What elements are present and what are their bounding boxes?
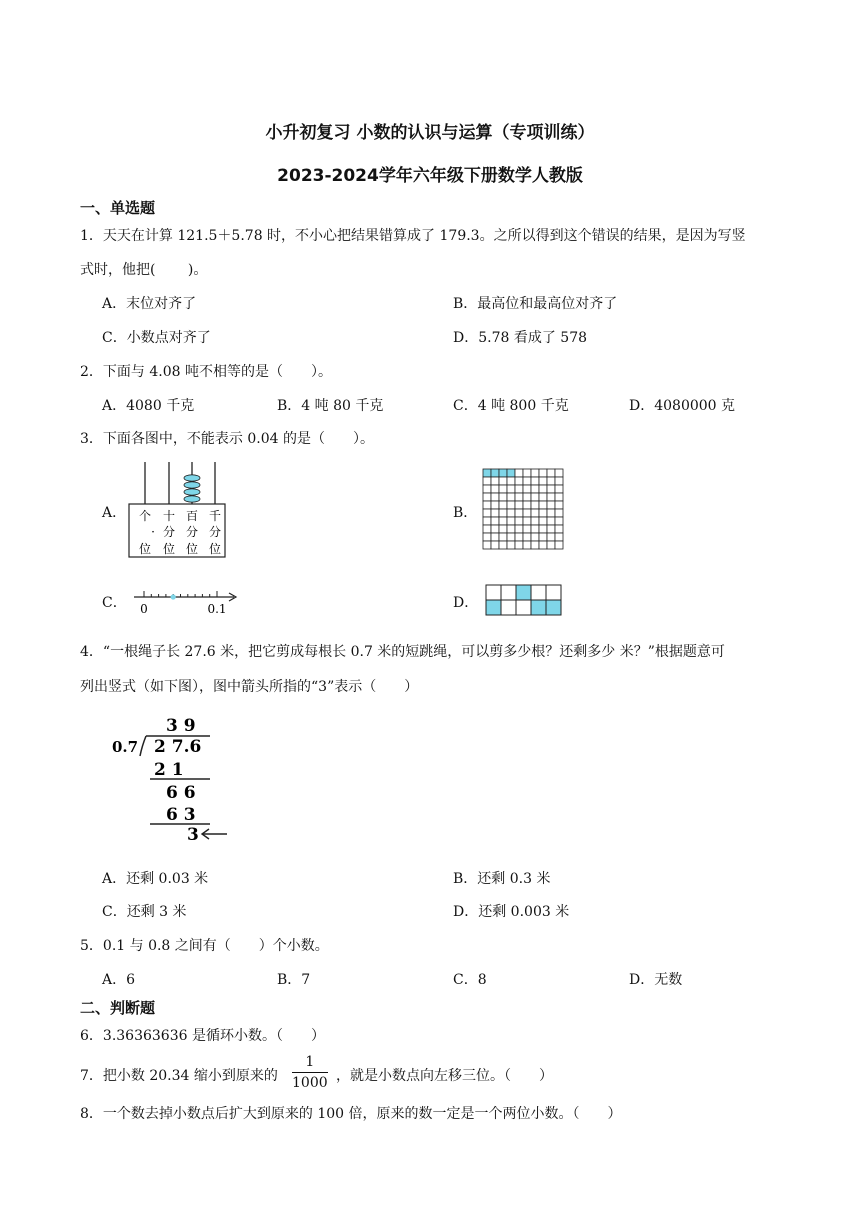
q1-option-b: B．最高位和最高位对齐了 xyxy=(453,296,618,312)
grid-cell xyxy=(491,501,499,509)
strip-cell xyxy=(531,585,546,600)
question-2: 2．下面与 4.08 吨不相等的是（ ）。 xyxy=(80,364,332,380)
number-line-figure xyxy=(130,585,240,617)
grid-cell xyxy=(515,541,523,549)
q5-option-b: B．7 xyxy=(277,972,311,988)
grid-cell xyxy=(499,525,507,533)
grid-cell xyxy=(547,477,555,485)
abacus-label: 分 xyxy=(162,525,176,539)
grid-cell xyxy=(483,509,491,517)
division-dividend: 2 7.6 xyxy=(154,737,202,757)
grid-cell xyxy=(539,525,547,533)
grid-cell xyxy=(499,533,507,541)
abacus-bead xyxy=(184,496,200,502)
grid-cell xyxy=(515,493,523,501)
grid-cell xyxy=(491,485,499,493)
grid-cell xyxy=(523,525,531,533)
grid-cell xyxy=(507,525,515,533)
division-step-3: 6 3 xyxy=(166,805,196,825)
grid-cell xyxy=(507,517,515,525)
grid-cell xyxy=(547,493,555,501)
q5-option-c: C．8 xyxy=(453,972,487,988)
grid-cell xyxy=(507,533,515,541)
question-6: 6．3.36363636 是循环小数。（ ） xyxy=(80,1028,325,1044)
question-7-fraction xyxy=(292,1052,328,1093)
grid-cell xyxy=(483,493,491,501)
grid-cell xyxy=(555,541,563,549)
page-subtitle: 2023-2024学年六年级下册数学人教版 xyxy=(277,166,583,186)
grid-cell xyxy=(531,509,539,517)
q2-option-c: C．4 吨 800 千克 xyxy=(453,398,569,414)
grid-cell xyxy=(491,533,499,541)
abacus-label: 个 xyxy=(138,509,152,523)
section-heading-single-choice: 一、单选题 xyxy=(80,199,156,217)
grid-cell-shaded xyxy=(483,469,491,477)
division-divisor: 0.7 xyxy=(112,738,139,756)
grid-cell xyxy=(547,533,555,541)
grid-cell xyxy=(523,477,531,485)
abacus-label: 分 xyxy=(185,525,199,539)
grid-cell xyxy=(539,493,547,501)
q3-option-a-label: A． xyxy=(102,505,127,521)
abacus-figure xyxy=(126,460,228,560)
q1-option-c: C．小数点对齐了 xyxy=(102,330,211,346)
hundred-grid-figure xyxy=(482,468,564,550)
q4-option-d: D．还剩 0.003 米 xyxy=(453,904,570,920)
number-line-label-zero: 0 xyxy=(140,602,148,616)
grid-cell xyxy=(507,477,515,485)
grid-cell xyxy=(515,525,523,533)
grid-cell xyxy=(547,485,555,493)
q3-option-c-label: C． xyxy=(102,595,127,611)
q1-option-a: A．末位对齐了 xyxy=(102,296,197,312)
grid-cell xyxy=(523,541,531,549)
grid-cell xyxy=(531,469,539,477)
grid-cell xyxy=(515,501,523,509)
grid-cell xyxy=(515,533,523,541)
question-3: 3．下面各图中，不能表示 0.04 的是（ ）。 xyxy=(80,431,374,447)
grid-cell xyxy=(499,477,507,485)
grid-cell xyxy=(539,533,547,541)
abacus-label: 十 xyxy=(162,509,176,523)
grid-cell xyxy=(531,493,539,501)
grid-cell xyxy=(531,477,539,485)
section-heading-true-false: 二、判断题 xyxy=(80,999,156,1017)
strip-cell xyxy=(486,585,501,600)
abacus-label: 分 xyxy=(208,525,222,539)
grid-cell xyxy=(555,509,563,517)
grid-cell-shaded xyxy=(507,469,515,477)
grid-cell xyxy=(539,477,547,485)
division-step-2: 6 6 xyxy=(166,783,196,803)
grid-cell xyxy=(555,517,563,525)
question-4-line1: 4．“一根绳子长 27.6 米，把它剪成每根长 0.7 米的短跳绳，可以剪多少根？还剩多少 米？”根据题意可 xyxy=(80,644,725,660)
grid-cell xyxy=(555,477,563,485)
question-7-after: ，就是小数点向左移三位。（ ） xyxy=(336,1068,553,1084)
question-8: 8．一个数去掉小数点后扩大到原来的 100 倍，原来的数一定是一个两位小数。（ ） xyxy=(80,1106,622,1122)
grid-cell xyxy=(491,477,499,485)
grid-cell xyxy=(555,493,563,501)
q4-option-a: A．还剩 0.03 米 xyxy=(102,871,209,887)
grid-cell xyxy=(515,485,523,493)
grid-cell xyxy=(547,501,555,509)
q2-option-d: D．4080000 克 xyxy=(629,398,736,414)
q5-option-d: D．无数 xyxy=(629,972,683,988)
division-remainder: 3 xyxy=(187,825,199,844)
grid-cell xyxy=(483,525,491,533)
strip-cell-shaded xyxy=(486,600,501,615)
strip-cell xyxy=(501,585,516,600)
grid-cell xyxy=(531,517,539,525)
grid-cell xyxy=(531,525,539,533)
grid-cell xyxy=(491,541,499,549)
abacus-label: 位 xyxy=(185,542,199,556)
grid-cell xyxy=(523,485,531,493)
grid-cell xyxy=(491,493,499,501)
grid-cell xyxy=(555,533,563,541)
strip-cell-shaded xyxy=(546,600,561,615)
question-5: 5．0.1 与 0.8 之间有（ ）个小数。 xyxy=(80,938,329,954)
grid-cell xyxy=(547,469,555,477)
grid-cell-shaded xyxy=(499,469,507,477)
grid-cell xyxy=(515,509,523,517)
long-division-figure xyxy=(110,712,240,844)
number-line-point xyxy=(171,594,176,599)
grid-cell xyxy=(531,485,539,493)
division-step-1: 2 1 xyxy=(154,760,184,780)
grid-cell xyxy=(531,541,539,549)
grid-cell xyxy=(507,493,515,501)
grid-cell xyxy=(547,509,555,517)
q3-option-b-label: B． xyxy=(453,505,478,521)
abacus-bead xyxy=(184,475,200,481)
q2-option-a: A．4080 千克 xyxy=(102,398,195,414)
strip-cell-shaded xyxy=(516,585,531,600)
grid-cell-shaded xyxy=(491,469,499,477)
abacus-label: · xyxy=(151,525,155,539)
grid-cell xyxy=(523,517,531,525)
q5-option-a: A．6 xyxy=(102,972,136,988)
grid-cell xyxy=(523,509,531,517)
strip-cell xyxy=(516,600,531,615)
page-title: 小升初复习 小数的认识与运算（专项训练） xyxy=(265,123,595,143)
grid-cell xyxy=(483,485,491,493)
question-4-line2: 列出竖式（如下图），图中箭头所指的“3”表示（ ） xyxy=(80,679,419,695)
grid-cell xyxy=(507,501,515,509)
abacus-bead xyxy=(184,482,200,488)
grid-cell xyxy=(507,541,515,549)
grid-cell xyxy=(499,541,507,549)
abacus-label: 位 xyxy=(208,542,222,556)
q4-option-b: B．还剩 0.3 米 xyxy=(453,871,551,887)
grid-cell xyxy=(555,501,563,509)
grid-cell xyxy=(523,501,531,509)
grid-cell xyxy=(483,501,491,509)
grid-cell xyxy=(507,485,515,493)
grid-cell xyxy=(483,517,491,525)
strip-cell xyxy=(501,600,516,615)
grid-cell xyxy=(539,541,547,549)
grid-cell xyxy=(499,485,507,493)
grid-cell xyxy=(483,477,491,485)
grid-cell xyxy=(483,541,491,549)
grid-cell xyxy=(507,509,515,517)
strip-cell-shaded xyxy=(531,600,546,615)
grid-cell xyxy=(547,541,555,549)
abacus-label: 千 xyxy=(208,509,222,523)
number-line-label-tenth: 0.1 xyxy=(207,602,227,616)
grid-cell xyxy=(523,493,531,501)
grid-cell xyxy=(539,517,547,525)
question-7-before: 7．把小数 20.34 缩小到原来的 xyxy=(80,1068,278,1084)
abacus-bead xyxy=(184,489,200,495)
grid-cell xyxy=(491,509,499,517)
grid-cell xyxy=(555,469,563,477)
grid-cell xyxy=(547,517,555,525)
q2-option-b: B．4 吨 80 千克 xyxy=(277,398,384,414)
grid-cell xyxy=(515,517,523,525)
grid-cell xyxy=(539,469,547,477)
grid-cell xyxy=(491,517,499,525)
grid-cell xyxy=(531,501,539,509)
abacus-label: 位 xyxy=(138,542,152,556)
grid-cell xyxy=(499,509,507,517)
grid-cell xyxy=(523,469,531,477)
grid-cell xyxy=(499,493,507,501)
grid-cell xyxy=(539,509,547,517)
grid-cell xyxy=(515,477,523,485)
strip-cell xyxy=(546,585,561,600)
ten-cell-strip-figure xyxy=(485,584,563,617)
abacus-label: 位 xyxy=(162,542,176,556)
grid-cell xyxy=(491,525,499,533)
q1-option-d: D．5.78 看成了 578 xyxy=(453,330,588,346)
grid-cell xyxy=(547,525,555,533)
grid-cell xyxy=(523,533,531,541)
grid-cell xyxy=(515,469,523,477)
division-quotient: 3 9 xyxy=(166,716,196,736)
q4-option-c: C．还剩 3 米 xyxy=(102,904,187,920)
fraction-numerator: 1 xyxy=(292,1052,328,1073)
grid-cell xyxy=(483,533,491,541)
grid-cell xyxy=(531,533,539,541)
grid-cell xyxy=(539,501,547,509)
fraction-denominator: 1000 xyxy=(292,1075,328,1091)
grid-cell xyxy=(499,501,507,509)
question-1-line2: 式时，他把( )。 xyxy=(80,262,208,278)
q3-option-d-label: D． xyxy=(453,595,479,611)
abacus-label: 百 xyxy=(185,509,199,523)
grid-cell xyxy=(499,517,507,525)
grid-cell xyxy=(555,485,563,493)
question-1-line1: 1．天天在计算 121.5＋5.78 时，不小心把结果错算成了 179.3。之所以得到这个错误的结果，是因为写竖 xyxy=(80,228,746,244)
grid-cell xyxy=(555,525,563,533)
grid-cell xyxy=(539,485,547,493)
